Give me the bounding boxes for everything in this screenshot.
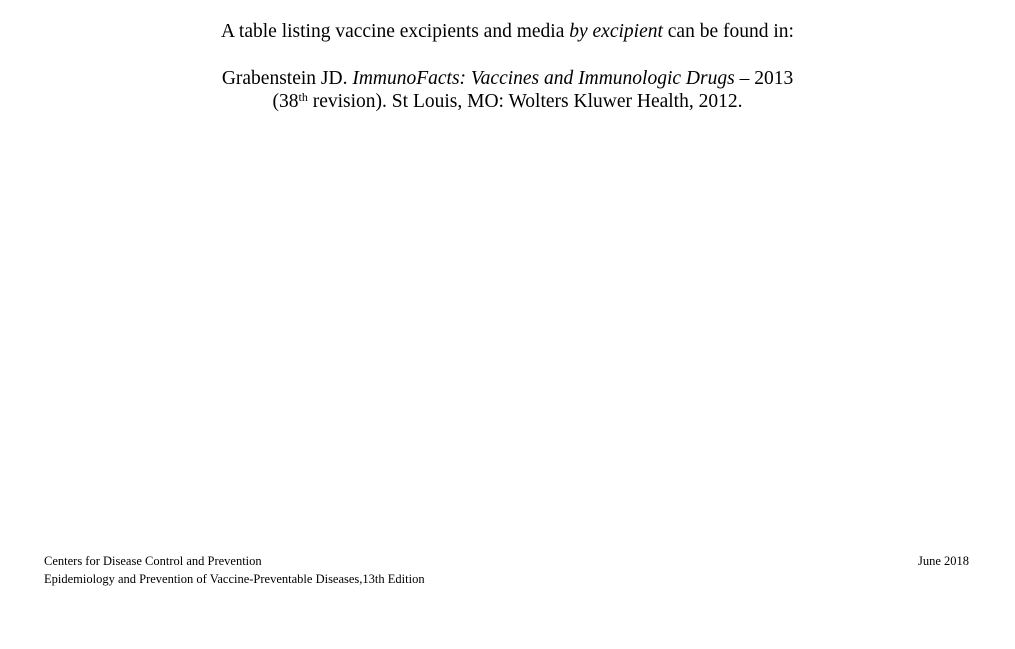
citation-year: – 2013: [734, 68, 794, 89]
citation: [0, 67, 1015, 113]
footer-date: June 2018: [917, 554, 969, 568]
footer-org: Centers for Disease Control and Prevention: [44, 554, 262, 568]
footer-publication: Epidemiology and Prevention of Vaccine-Preventable Diseases,13th Edition: [44, 571, 425, 586]
footer-left: [44, 553, 425, 588]
citation-revision-ordinal: th: [298, 90, 308, 104]
footer-right: [918, 553, 969, 571]
intro-sentence: [0, 20, 1015, 44]
citation-publisher: revision). St Louis, MO: Wolters Kluwer Health, 2012.: [307, 91, 743, 112]
intro-text-after: can be found in:: [662, 21, 794, 42]
citation-author: Grabenstein JD.: [221, 68, 353, 89]
intro-text-before: A table listing vaccine excipients and media: [221, 21, 570, 42]
citation-revision-number: (38: [272, 91, 299, 112]
citation-title: ImmunoFacts: Vaccines and Immunologic Drugs: [352, 68, 735, 89]
intro-emphasis: by excipient: [569, 21, 663, 42]
